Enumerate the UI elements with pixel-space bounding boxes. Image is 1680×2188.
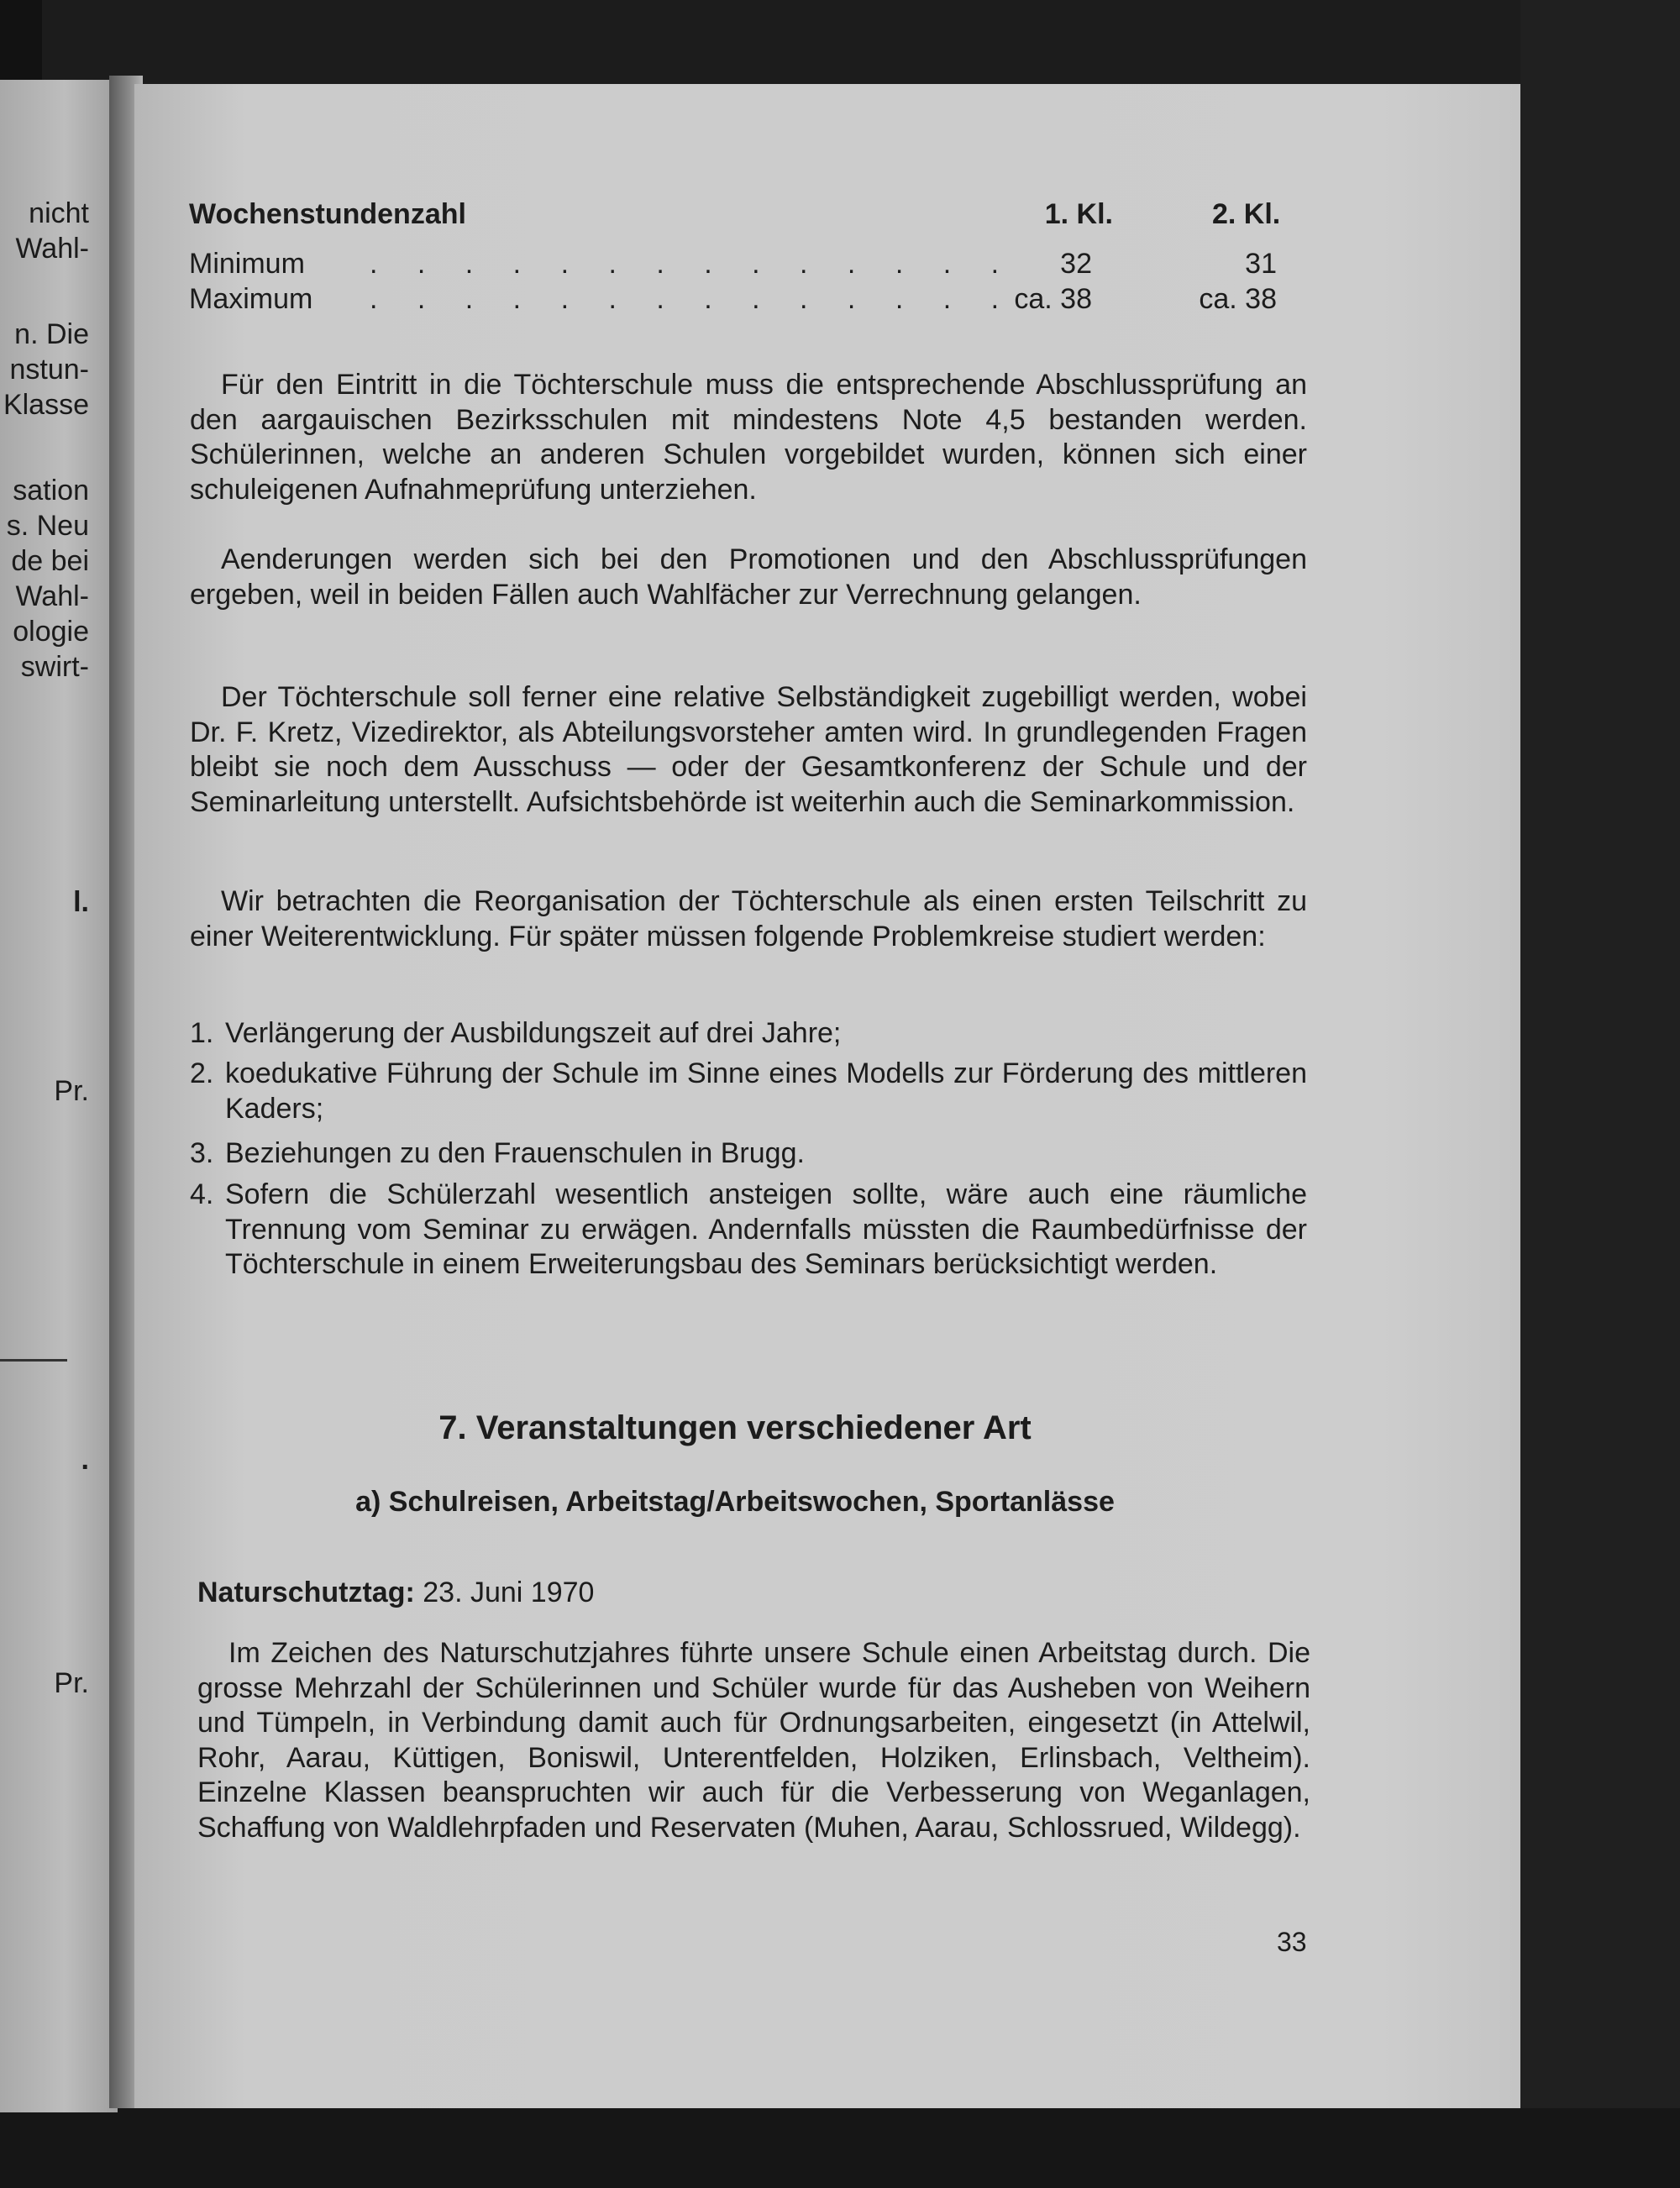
- paragraph: Für den Eintritt in die Töchterschule muss die entsprechende Abschlussprüfung an den aargauischen Bezirksschulen mit mindestens Note 4,5 bestanden werden. Schülerinnen, welche an anderen Schulen vorgebildet wurden, können sich einer schuleigenen Aufnahmeprüfung unterziehen.: [190, 369, 1307, 506]
- fragment-text: Wahl-: [15, 233, 89, 265]
- fragment-text: Klasse: [3, 389, 89, 421]
- table-col-1-header: 1. Kl.: [1044, 198, 1113, 230]
- paragraph: Aenderungen werden sich bei den Promotionen und den Abschlussprüfungen ergeben, weil in beiden Fällen auch Wahlfächer zur Verrechnung gelangen.: [190, 543, 1307, 611]
- list-item-text: Sofern die Schülerzahl wesentlich ansteigen sollte, wäre auch eine räumliche Trennung vom Seminar zu erwägen. Andernfalls müssten die Raumbedürfnisse der Töchterschule in einem Erweiterungsbau des Seminars berücksichtigt werden.: [225, 1178, 1307, 1280]
- event-paragraph: Im Zeichen des Naturschutzjahres führte unsere Schule einen Arbeitstag durch. Die grosse Mehrzahl der Schülerinnen und Schüler wurde für das Ausheben von Weihern und Tümpeln, in Verbindung damit auch für Ordnungsarbeiten, eingesetzt (in Attelwil, Rohr, Aarau, Küttigen, Boniswil, Unterentfelden, Holziken, Erlinsbach, Veltheim). Einzelne Klassen beanspruchten wir auch für die Verbesserung von Weganlagen, Schaffung von Waldlehrpfaden und Reservaten (Muhen, Aarau, Schlossrued, Wildegg).: [197, 1637, 1310, 1844]
- fragment-text: nstun-: [9, 354, 89, 386]
- list-item-number: 4.: [190, 1178, 214, 1210]
- fragment-text: l.: [73, 886, 89, 918]
- fragment-text: swirt-: [20, 651, 89, 683]
- page-number: 33: [1277, 1927, 1307, 1957]
- list-item-text: Verlängerung der Ausbildungszeit auf drei Jahre;: [225, 1017, 842, 1049]
- section-heading: 7. Veranstaltungen verschiedener Art: [438, 1409, 1032, 1446]
- fragment-text: s. Neu: [6, 510, 89, 542]
- document-page: [134, 84, 1520, 2108]
- event-label: Naturschutztag:: [197, 1577, 415, 1608]
- event-heading: [197, 1576, 594, 1611]
- table-cell-col-1: 32: [1060, 248, 1092, 280]
- table-col-2-header: 2. Kl.: [1212, 198, 1281, 230]
- previous-page-fragment: [0, 80, 118, 2112]
- list-item-number: 2.: [190, 1057, 214, 1089]
- scan-background-top: [0, 0, 1680, 84]
- table-row-leader-dots: . . . . . . . . . . . . . .: [370, 283, 1016, 315]
- event-date: 23. Juni 1970: [423, 1577, 595, 1608]
- table-row: [189, 282, 1399, 317]
- table-row: [189, 247, 1399, 282]
- scan-background-right: [1520, 0, 1680, 2188]
- list-item-number: 3.: [190, 1137, 214, 1169]
- fragment-rule: [0, 1359, 67, 1362]
- table-cell-col-1: ca. 38: [1014, 283, 1092, 315]
- fragment-text: ologie: [13, 616, 89, 648]
- table-row-leader-dots: . . . . . . . . . . . . . .: [370, 248, 1016, 280]
- sub-heading: a) Schulreisen, Arbeitstag/Arbeitswochen, Sportanlässe: [355, 1486, 1115, 1518]
- table-cell-col-2: ca. 38: [1199, 283, 1277, 315]
- list-item-text: Beziehungen zu den Frauenschulen in Brugg.: [225, 1137, 805, 1169]
- paragraph: Wir betrachten die Reorganisation der Töchterschule als einen ersten Teilschritt zu einer Weiterentwicklung. Für später müssen folgende Problemkreise studiert werden:: [190, 885, 1307, 952]
- list-item-number: 1.: [190, 1017, 214, 1049]
- fragment-text: sation: [13, 475, 89, 506]
- paragraph: Der Töchterschule soll ferner eine relative Selbständigkeit zugebilligt werden, wobei Dr. F. Kretz, Vizedirektor, als Abteilungsvorsteher amten wird. In grundlegenden Fragen bleibt sie noch dem Ausschuss — oder der Gesamtkonferenz der Schule und der Seminarleitung unterstellt. Aufsichtsbehörde ist weiterhin auch die Seminarkommission.: [190, 681, 1307, 818]
- fragment-text: nicht: [29, 197, 89, 229]
- table-header-label: Wochenstundenzahl: [189, 198, 466, 230]
- table-header-row: [189, 197, 1399, 233]
- scan-background-bottom: [0, 2108, 1680, 2188]
- fragment-text: Pr.: [54, 1667, 89, 1699]
- fragment-text: .: [81, 1444, 89, 1476]
- table-row-label: Minimum: [189, 248, 305, 280]
- fragment-text: Pr.: [54, 1075, 89, 1107]
- fragment-text: Wahl-: [15, 580, 89, 612]
- table-cell-col-2: 31: [1245, 248, 1277, 280]
- table-row-label: Maximum: [189, 283, 313, 315]
- fragment-text: de bei: [11, 545, 89, 577]
- fragment-text: n. Die: [14, 318, 89, 350]
- list-item-text: koedukative Führung der Schule im Sinne eines Modells zur Förderung des mittleren Kaders;: [225, 1057, 1307, 1125]
